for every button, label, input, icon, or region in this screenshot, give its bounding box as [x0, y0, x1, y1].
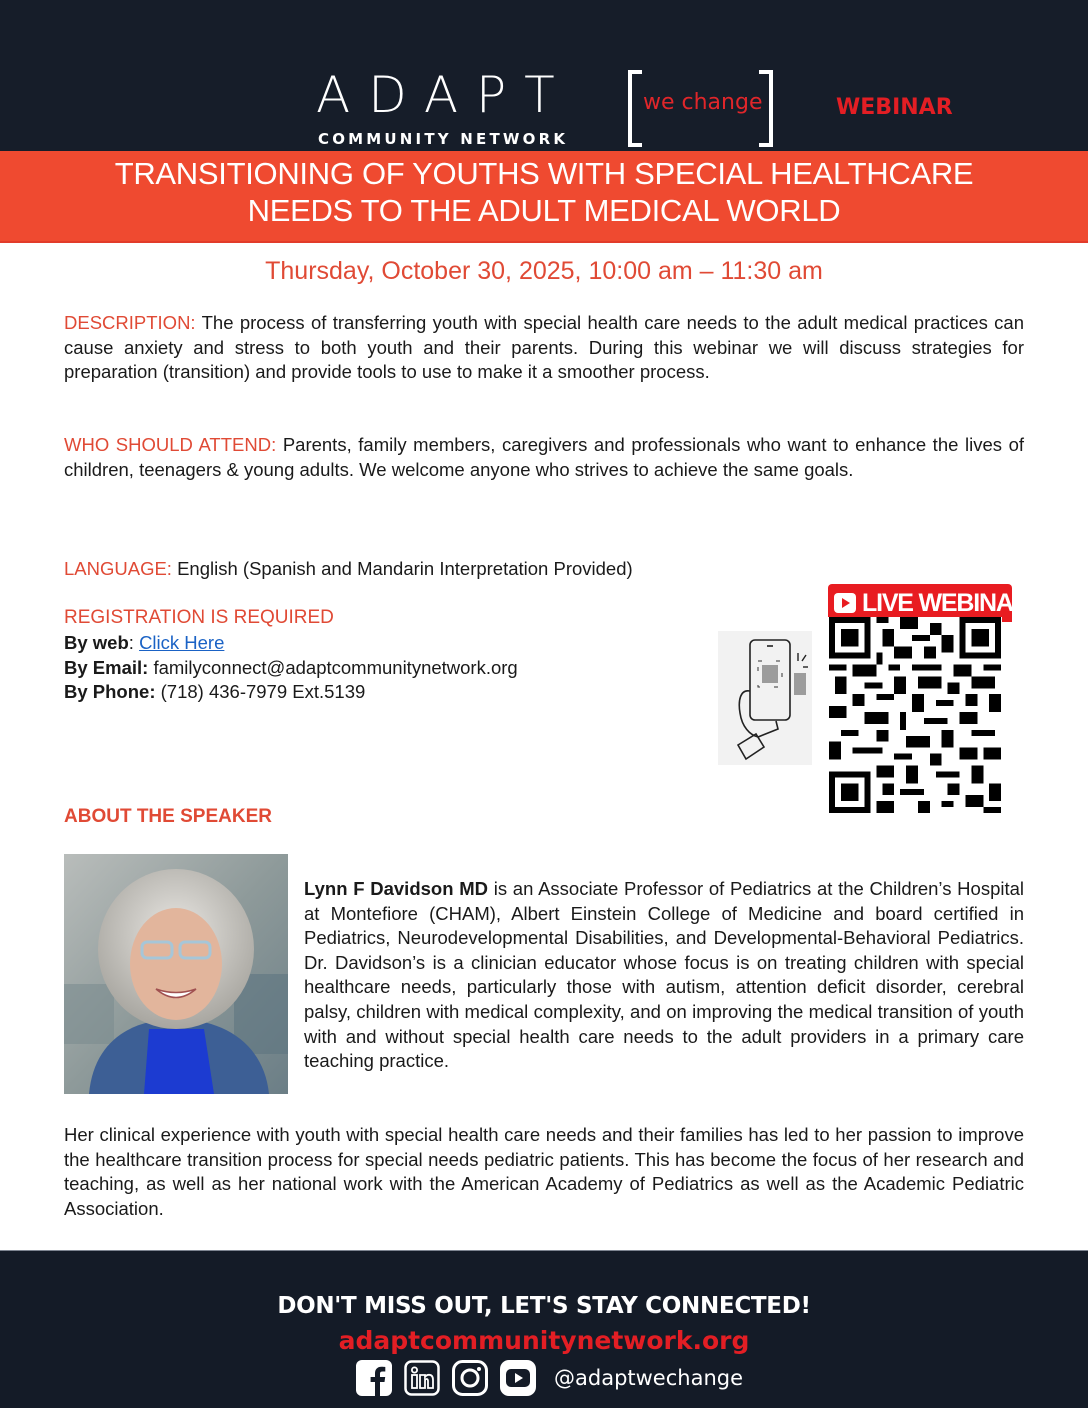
facebook-icon[interactable]	[356, 1360, 392, 1396]
speaker-bio-text: is an Associate Professor of Pediatrics at the Children’s Hospital at Montefiore (CHAM), Albert Einstein College of Medicine and board certified in Pediatrics, Neurodevelopmental Disabilities, and Developmental-Behavioral Pediatrics. Dr. Davidson’s is a clinician educator whose focus is on treating children with special healthcare needs, particularly those with autism, attention deficit disorder, cerebral palsy, children with medical complexity, and on improving the medical transition of youth with and without special health care needs to the adult providers in a primary care teaching practice.	[304, 878, 1025, 1072]
registration-details	[64, 631, 518, 705]
website-link[interactable]: adaptcommunitynetwork.org	[338, 1326, 750, 1355]
email-label: By Email:	[64, 656, 149, 678]
web-label: By web	[64, 632, 129, 653]
registration-phone	[64, 680, 518, 705]
registration-web: By web: Click Here	[64, 632, 225, 653]
language-label: LANGUAGE:	[64, 558, 172, 579]
title-line-2: NEEDS TO THE ADULT MEDICAL WORLD	[247, 193, 841, 228]
registration-qr-code[interactable]	[828, 617, 1002, 813]
scan-phone-illustration	[718, 631, 812, 765]
speaker-bio	[304, 877, 1024, 1074]
event-date-time: Thursday, October 30, 2025, 10:00 am – 11:30 am	[265, 257, 823, 285]
page-title	[0, 155, 1088, 229]
audience-text: Parents, family members, caregivers and professionals who want to enhance the lives of children, teenagers & young adults. We welcome anyone who strives to achieve the same goals.	[64, 434, 1024, 480]
phone-label: By Phone:	[64, 681, 156, 702]
language-text: English (Spanish and Mandarin Interpretation Provided)	[177, 558, 633, 579]
youtube-icon[interactable]	[500, 1360, 536, 1396]
language-section	[64, 557, 1024, 582]
social-handle: @adaptwechange	[554, 1366, 744, 1390]
tagline-we-change: we change	[643, 90, 763, 115]
linkedin-icon[interactable]	[404, 1360, 440, 1396]
logo-adapt: ADAPT	[316, 66, 573, 124]
description-label: DESCRIPTION:	[64, 312, 196, 333]
description-text: The process of transferring youth with special health care needs to the adult medical practices can cause anxiety and stress to both youth and their parents. During this webinar we will discuss strategies for preparation (transition) and provide tools to use to make it a smoother process.	[64, 312, 1025, 383]
title-line-1: TRANSITIONING OF YOUTHS WITH SPECIAL HEALTHCARE	[114, 156, 974, 191]
audience-label: WHO SHOULD ATTEND:	[64, 434, 277, 455]
instagram-icon[interactable]	[452, 1360, 488, 1396]
email-address: familyconnect@adaptcommunitynetwork.org	[153, 656, 518, 678]
event-type-label: WEBINAR	[836, 95, 953, 120]
speaker-portrait-image	[64, 854, 288, 1094]
social-links	[356, 1358, 743, 1398]
description-section	[64, 311, 1024, 385]
audience-section	[64, 433, 1024, 482]
logo-community-network: COMMUNITY NETWORK	[318, 130, 569, 148]
title-banner	[0, 151, 1088, 243]
play-icon	[834, 593, 856, 613]
speaker-bio-continued: Her clinical experience with youth with special health care needs and their families has led to her passion to improve the healthcare transition process for special needs pediatric patients. This has become the focus of her research and teaching, as well as her national work with the American Academy of Pediatrics as well as the Academic Pediatric Association.	[64, 1124, 1024, 1219]
header	[0, 0, 1088, 151]
registration-heading: REGISTRATION IS REQUIRED	[64, 607, 334, 628]
phone-scan-icon	[718, 631, 812, 765]
phone-number: (718) 436-7979 Ext.5139	[160, 681, 366, 702]
bracket-right	[759, 70, 773, 147]
speaker-heading: ABOUT THE SPEAKER	[64, 806, 272, 827]
bracket-left	[628, 70, 642, 147]
qr-code-icon	[828, 617, 1002, 813]
registration-email	[64, 656, 518, 681]
footer	[0, 1250, 1088, 1408]
speaker-photo	[64, 854, 288, 1094]
click-here-link[interactable]: Click Here	[139, 632, 225, 653]
footer-cta: DON'T MISS OUT, LET'S STAY CONNECTED!	[277, 1293, 811, 1319]
live-webinar-badge: LIVE WEBINAR	[828, 584, 1012, 622]
speaker-name: Lynn F Davidson MD	[304, 878, 488, 899]
